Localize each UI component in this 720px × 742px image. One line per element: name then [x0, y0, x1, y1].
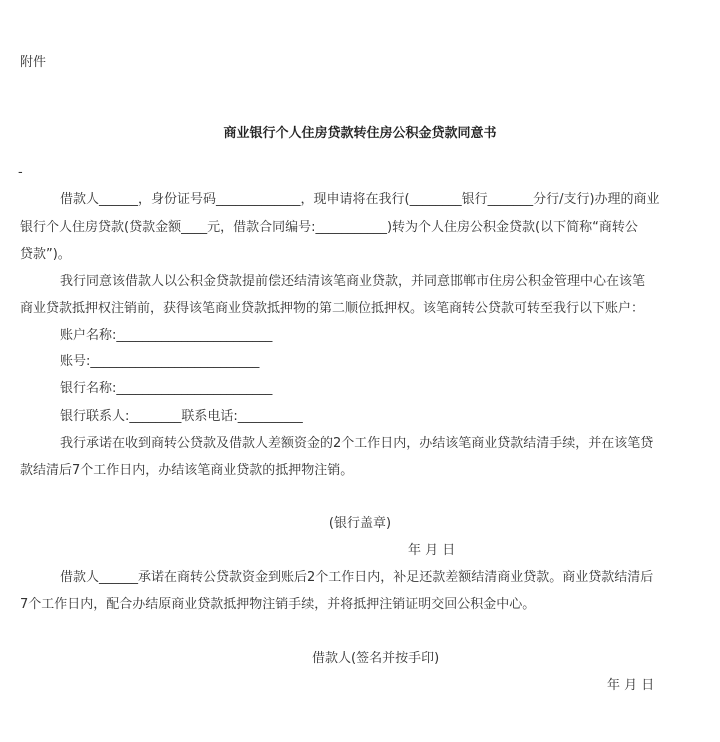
para4-line1: 借款人______承诺在商转公贷款资金到账后2个工作日内，补足还款差额结清商业贷款。商业贷款结清后	[60, 570, 654, 585]
para2-line2: 商业贷款抵押权注销前，获得该笔商业贷款抵押物的第二顺位抵押权。该笔商转公贷款可转至我行以下账户：	[20, 301, 645, 316]
para3-line1: 我行承诺在收到商转公贷款及借款人差额资金的2个工作日内，办结该笔商业贷款结清手续，并在该笔贷	[60, 436, 654, 451]
para1-line1: 借款人______，身份证号码_____________，现申请将在我行(________银行_______分行/支行)办理的商业	[60, 192, 660, 207]
para1-line2: 银行个人住房贷款(贷款金额____元，借款合同编号:___________)转为个人住房公积金贷款(以下简称“商转公	[20, 220, 638, 235]
bank-contact-field: 银行联系人:________联系电话:__________	[60, 409, 303, 424]
para3-line2: 款结清后7个工作日内，办结该笔商业贷款的抵押物注销。	[20, 463, 354, 478]
document-title: 商业银行个人住房贷款转住房公积金贷款同意书	[223, 126, 497, 141]
para2-line1: 我行同意该借款人以公积金贷款提前偿还结清该笔商业贷款，并同意邯郸市住房公积金管理中心在该笔	[60, 274, 646, 289]
separator-dash: -	[18, 165, 23, 180]
account-name-field: 账户名称:________________________	[60, 328, 273, 343]
attachment-label: 附件	[20, 55, 47, 70]
borrower-signature-label: 借款人(签名并按手印)	[312, 651, 440, 666]
para1-line3: 贷款”)。	[20, 247, 71, 262]
account-number-field: 账号:__________________________	[60, 354, 260, 369]
bank-date: 年 月 日	[408, 543, 456, 558]
bank-seal-label: (银行盖章)	[328, 516, 392, 531]
para4-line2: 7个工作日内，配合办结原商业贷款抵押物注销手续，并将抵押注销证明交回公积金中心。	[20, 597, 536, 612]
borrower-date: 年 月 日	[607, 678, 655, 693]
bank-name-field: 银行名称:________________________	[60, 381, 273, 396]
